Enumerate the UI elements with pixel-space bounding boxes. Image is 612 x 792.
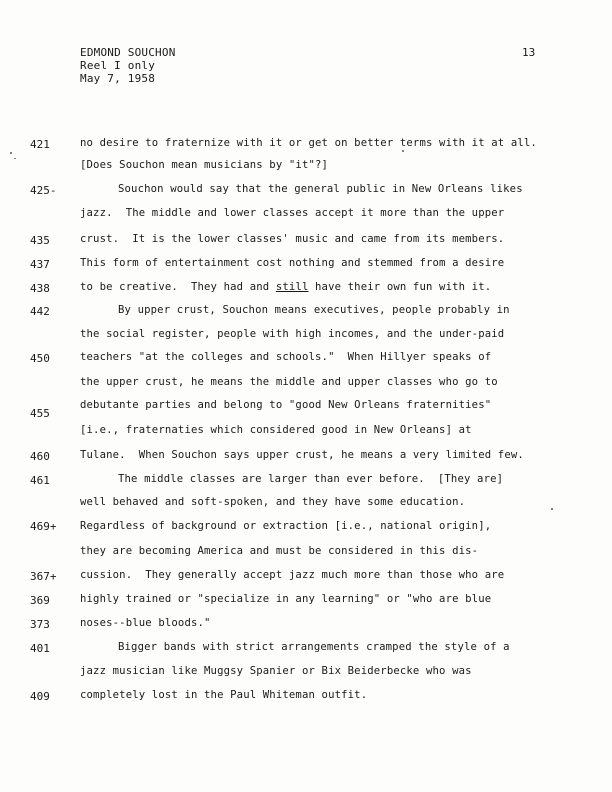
transcript-line: highly trained or "specialize in any learning" or "who are blue [80,593,492,605]
line-number: 450 [30,352,50,365]
page-number: 13 [522,46,536,59]
transcript-line: Souchon would say that the general public in New Orleans likes [118,183,523,195]
scan-speck [14,158,16,159]
transcript-line: jazz. The middle and lower classes accept it more than the upper [80,207,505,219]
transcript-line: The middle classes are larger than ever before. [They are] [118,473,504,485]
transcript-line: Regardless of background or extraction [i.e., national origin], [80,520,492,532]
line-number: 369 [30,594,50,607]
text-segment: to be creative. They had and [80,281,276,293]
transcript-line: [Does Souchon mean musicians by "it"?] [80,159,329,171]
line-number: 435 [30,234,50,247]
scan-speck [551,508,553,510]
line-number: 437 [30,258,50,271]
transcript-line: Tulane. When Souchon says upper crust, he means a very limited few. [80,449,524,461]
line-number: 455 [30,407,50,420]
line-number: 460 [30,450,50,463]
scan-speck [10,152,12,154]
transcript-line: noses--blue bloods." [80,617,211,629]
line-number: 367+ [30,570,57,583]
scan-speck [402,150,404,152]
transcript-line: no desire to fraternize with it or get on better terms with it at all. [80,137,537,149]
transcript-line: the social register, people with high incomes, and the under-paid [80,328,505,340]
transcript-line: debutante parties and belong to "good New Orleans fraternities" [80,399,492,411]
transcript-line: [i.e., fraternaties which considered good in New Orleans] at [80,424,472,436]
transcript-line: jazz musician like Muggsy Spanier or Bix Beiderbecke who was [80,665,472,677]
line-number: 469+ [30,520,57,533]
transcript-line: By upper crust, Souchon means executives, people probably in [118,304,510,316]
transcript-line: the upper crust, he means the middle and upper classes who go to [80,376,498,388]
interviewee-name: EDMOND SOUCHON [80,46,176,59]
reel-label: Reel I only [80,59,156,72]
transcript-line [80,281,491,294]
transcript-line: they are becoming America and must be considered in this dis- [80,545,479,557]
line-number: 461 [30,474,50,487]
transcript-line: teachers "at the colleges and schools." When Hillyer speaks of [80,351,492,363]
line-number: 409 [30,690,50,703]
interview-date: May 7, 1958 [80,72,156,85]
line-number: 425- [30,184,57,197]
line-number: 421 [30,138,50,151]
line-number: 442 [30,305,50,318]
line-number: 373 [30,618,50,631]
line-number: 401 [30,642,50,655]
underlined-word: still [275,281,309,293]
line-number: 438 [30,282,50,295]
transcript-line: well behaved and soft-spoken, and they have some education. [80,496,466,508]
transcript-line: crust. It is the lower classes' music and came from its members. [80,233,505,245]
transcript-line: This form of entertainment cost nothing and stemmed from a desire [80,257,505,269]
transcript-line: completely lost in the Paul Whiteman outfit. [80,689,368,701]
transcript-line: cussion. They generally accept jazz much more than those who are [80,569,505,581]
transcript-line: Bigger bands with strict arrangements cramped the style of a [118,641,510,653]
text-segment: have their own fun with it. [308,281,492,293]
